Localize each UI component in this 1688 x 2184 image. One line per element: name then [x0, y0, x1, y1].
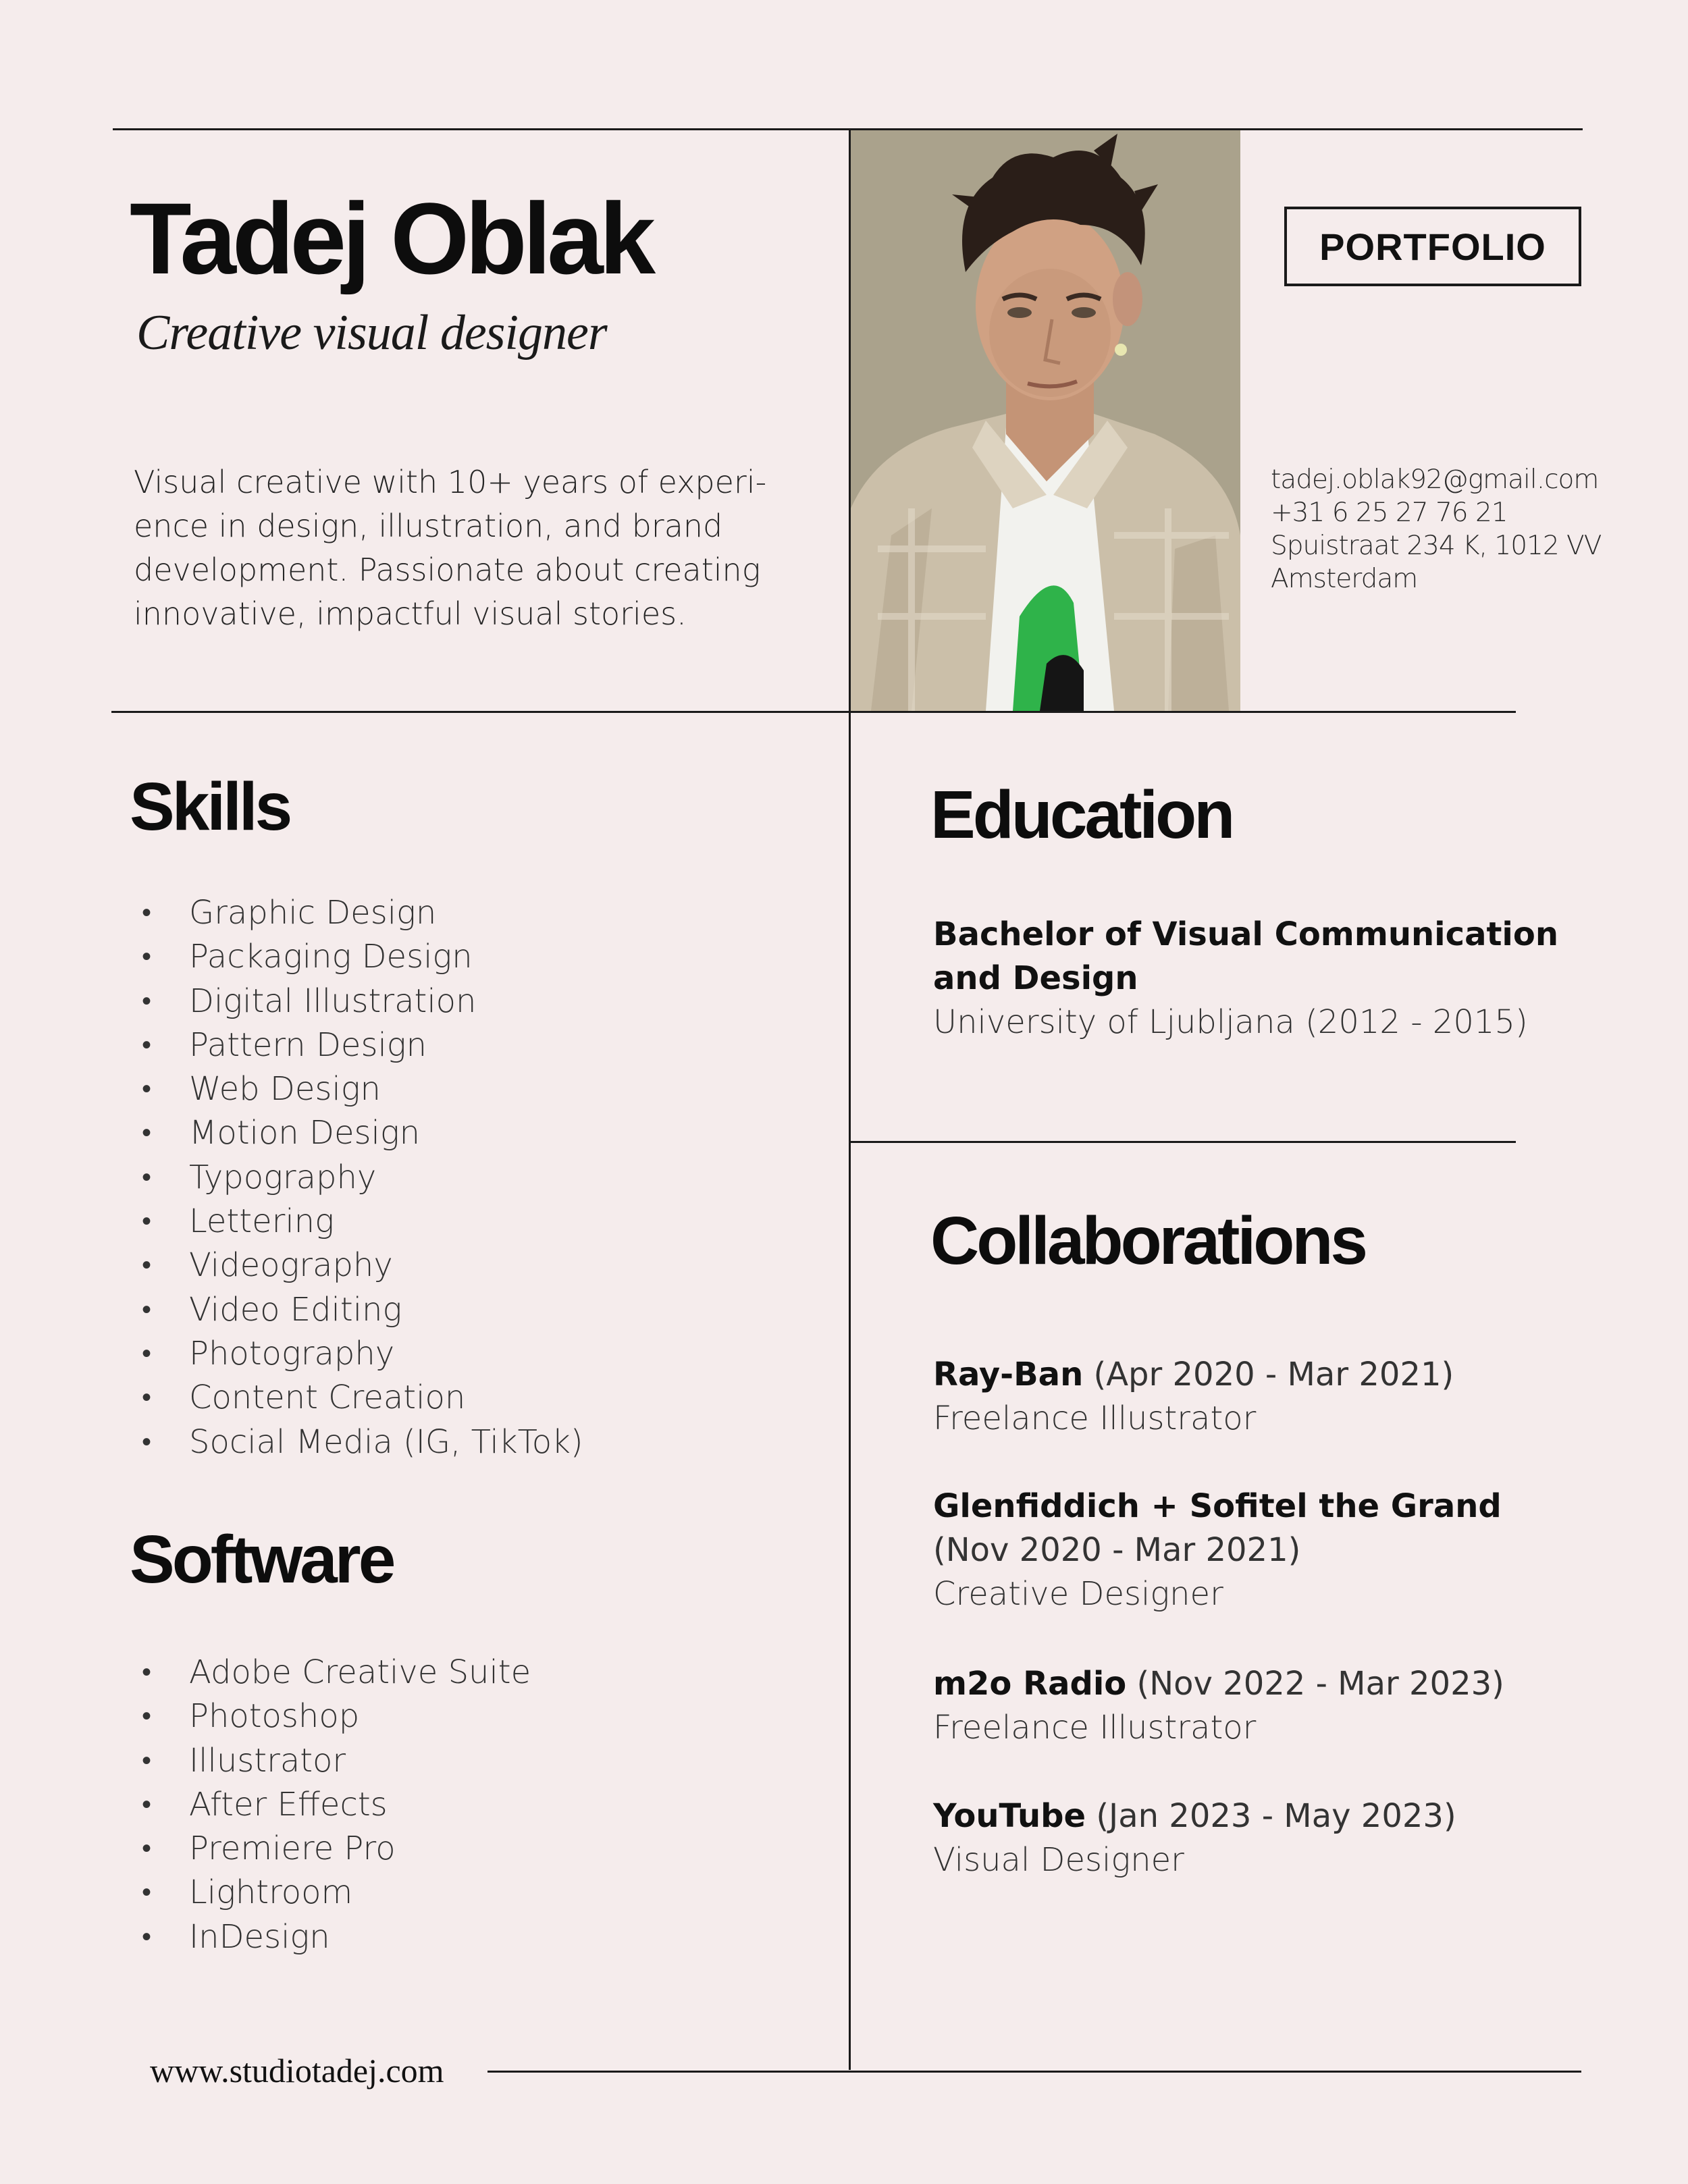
bullet-icon: • [142, 985, 152, 1017]
list-item [134, 1739, 531, 1783]
collab-dates: (Apr 2020 - Mar 2021) [1083, 1356, 1454, 1393]
list-item [134, 1067, 583, 1111]
bullet-icon: • [142, 1117, 152, 1149]
list-item [134, 1244, 583, 1287]
list-item [134, 1420, 583, 1464]
collaboration-entry [933, 1485, 1502, 1616]
list-item [134, 1111, 583, 1155]
software-label: Adobe Creative Suite [189, 1653, 531, 1691]
list-item [134, 980, 583, 1023]
bullet-icon: • [142, 1833, 152, 1865]
bullet-icon: • [142, 1701, 152, 1732]
collab-brand: m2o Radio [933, 1665, 1127, 1703]
collab-role: Visual Designer [933, 1841, 1184, 1879]
education-entry [933, 913, 1558, 1044]
bio-line: Visual creative with 10+ years of experi- [134, 464, 767, 500]
profile-photo [851, 130, 1240, 711]
person-name: Tadej Oblak [130, 182, 652, 295]
list-item [134, 1783, 531, 1827]
address-text: Spuistraat 234 K, 1012 VV [1271, 531, 1602, 561]
skill-label: Digital Illustration [189, 982, 477, 1020]
bio-line: development. Passionate about creating [134, 552, 761, 588]
phone-text[interactable]: +31 6 25 27 76 21 [1271, 498, 1508, 528]
degree-line: Bachelor of Visual Communication [933, 915, 1559, 953]
school-line: University of Ljubljana (2012 - 2015) [933, 1003, 1528, 1041]
skills-title: Skills [130, 769, 290, 845]
list-item [134, 1827, 531, 1871]
portfolio-button[interactable]: PORTFOLIO [1284, 207, 1581, 286]
skill-label: Typography [189, 1158, 377, 1196]
collaboration-entry [933, 1353, 1454, 1441]
list-item [134, 1156, 583, 1200]
list-item [134, 1871, 531, 1915]
contact-block [1271, 463, 1601, 595]
software-label: Premiere Pro [189, 1830, 396, 1868]
skills-list [134, 891, 583, 1464]
collab-brand: Glenfiddich + Sofitel the Grand [933, 1487, 1502, 1525]
skill-label: Videography [189, 1246, 393, 1285]
software-label: After Effects [189, 1785, 388, 1823]
website-link[interactable]: www.studiotadej.com [150, 2052, 444, 2089]
list-item [134, 1332, 583, 1376]
bullet-icon: • [142, 1294, 152, 1325]
education-title: Education [930, 777, 1233, 853]
software-label: InDesign [189, 1917, 330, 1956]
collab-dates: (Jan 2023 - May 2023) [1086, 1797, 1456, 1835]
bullet-icon: • [142, 1877, 152, 1909]
collab-role: Freelance Illustrator [933, 1400, 1257, 1437]
collab-role: Creative Designer [933, 1575, 1223, 1613]
skill-label: Motion Design [189, 1114, 421, 1152]
skill-label: Packaging Design [189, 938, 473, 976]
skill-label: Photography [189, 1334, 395, 1373]
collaboration-entry [933, 1794, 1456, 1882]
header-bottom-divider [111, 711, 1516, 713]
skill-label: Lettering [189, 1202, 334, 1241]
education-divider [849, 1141, 1516, 1143]
collab-dates: (Nov 2020 - Mar 2021) [933, 1531, 1301, 1569]
collab-dates: (Nov 2022 - Mar 2023) [1126, 1665, 1504, 1703]
bullet-icon: • [142, 1744, 152, 1776]
tagline: Creative visual designer [136, 305, 607, 361]
software-label: Illustrator [189, 1741, 346, 1780]
software-label: Photoshop [189, 1697, 360, 1736]
bullet-icon: • [142, 1206, 152, 1237]
collab-brand: YouTube [933, 1797, 1086, 1835]
bullet-icon: • [142, 1161, 152, 1193]
list-item [134, 1023, 583, 1067]
bullet-icon: • [142, 1657, 152, 1688]
software-title: Software [130, 1522, 394, 1597]
collab-brand: Ray-Ban [933, 1356, 1084, 1393]
degree-line: and Design [933, 959, 1138, 997]
bullet-icon: • [142, 1788, 152, 1820]
skill-label: Web Design [189, 1070, 381, 1109]
list-item [134, 1376, 583, 1420]
list-item [134, 1651, 531, 1695]
list-item [134, 1695, 531, 1738]
collaborations-title: Collaborations [930, 1203, 1366, 1279]
top-divider [113, 128, 1583, 130]
software-list [134, 1651, 531, 1959]
skill-label: Pattern Design [189, 1026, 427, 1064]
bullet-icon: • [142, 941, 152, 973]
list-item [134, 935, 583, 979]
list-item [134, 1915, 531, 1959]
list-item [134, 1200, 583, 1244]
bio-line: ence in design, illustration, and brand [134, 508, 723, 544]
bullet-icon: • [142, 1337, 152, 1369]
skill-label: Video Editing [189, 1290, 402, 1329]
bullet-icon: • [142, 1426, 152, 1458]
bullet-icon: • [142, 1029, 152, 1061]
skill-label: Content Creation [189, 1379, 466, 1417]
bullet-icon: • [142, 1073, 152, 1105]
bio-line: innovative, impactful visual stories. [134, 595, 687, 632]
bullet-icon: • [142, 1250, 152, 1281]
email-text[interactable]: tadej.oblak92@gmail.com [1271, 464, 1599, 495]
bullet-icon: • [142, 897, 152, 928]
bullet-icon: • [142, 1382, 152, 1414]
skill-label: Graphic Design [189, 894, 437, 932]
city-text: Amsterdam [1271, 564, 1418, 594]
bio [134, 460, 768, 636]
collab-role: Freelance Illustrator [933, 1709, 1257, 1747]
software-label: Lightroom [189, 1873, 353, 1912]
list-item [134, 1288, 583, 1332]
collaboration-entry [933, 1662, 1504, 1750]
list-item [134, 891, 583, 935]
skill-label: Social Media (IG, TikTok) [189, 1422, 583, 1461]
footer-divider [487, 2071, 1581, 2073]
bullet-icon: • [142, 1921, 152, 1952]
